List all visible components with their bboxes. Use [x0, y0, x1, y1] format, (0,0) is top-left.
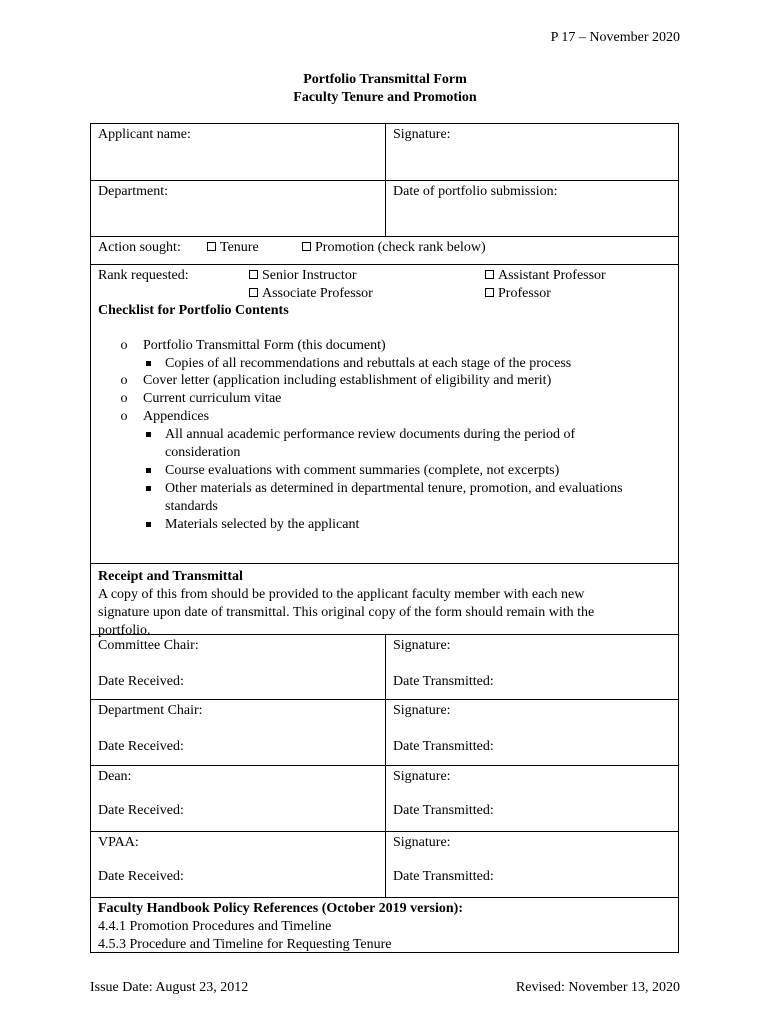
- revised-date: Revised: November 13, 2020: [515, 980, 680, 995]
- rank-senior-instructor[interactable]: [249, 267, 356, 285]
- reference-item: 4.5.3 Procedure and Timeline for Requesting Tenure: [98, 937, 392, 952]
- signature-label: Signature:: [393, 638, 451, 653]
- checklist-subitem: All annual academic performance review documents during the period of: [165, 427, 576, 442]
- associate-professor-label: Associate Professor: [262, 286, 373, 301]
- checklist-title: Checklist for Portfolio Contents: [98, 303, 289, 318]
- senior-instructor-checkbox[interactable]: [249, 270, 258, 279]
- checklist-section: [91, 302, 678, 564]
- associate-professor-checkbox[interactable]: [249, 288, 258, 297]
- issue-date: Issue Date: August 23, 2012: [90, 980, 249, 995]
- signoff-role-label: Department Chair:: [98, 703, 203, 718]
- department-row: [91, 181, 678, 237]
- signature-label: Signature:: [393, 703, 451, 718]
- rank-requested-label: Rank requested:: [98, 268, 189, 283]
- signoff-vpaa: [91, 832, 678, 898]
- circle-bullet-icon: o: [120, 409, 128, 424]
- signoff-right-cell[interactable]: [385, 766, 678, 831]
- checklist-subitem: Copies of all recommendations and rebuttals at each stage of the process: [165, 356, 572, 371]
- reference-item: 4.4.1 Promotion Procedures and Timeline: [98, 919, 332, 934]
- form-subtitle: Faculty Tenure and Promotion: [293, 90, 477, 105]
- receipt-text-line: signature upon date of transmittal. This original copy of the form should remain with the: [98, 605, 595, 620]
- receipt-title: Receipt and Transmittal: [98, 569, 243, 584]
- checklist-item: Portfolio Transmittal Form (this document): [143, 338, 386, 353]
- signoff-right-cell[interactable]: [385, 635, 678, 699]
- department-cell[interactable]: [91, 181, 385, 236]
- date-transmitted-label: Date Transmitted:: [393, 739, 494, 754]
- signoff-role-label: VPAA:: [98, 835, 139, 850]
- professor-checkbox[interactable]: [485, 288, 494, 297]
- rank-associate-professor[interactable]: [249, 285, 373, 303]
- circle-bullet-icon: o: [120, 391, 128, 406]
- signoff-right-cell[interactable]: [385, 700, 678, 765]
- references-section: [91, 898, 678, 952]
- signoff-left-cell[interactable]: [91, 832, 385, 897]
- department-label: Department:: [98, 184, 168, 199]
- receipt-section: [91, 564, 678, 638]
- square-bullet-icon: [146, 486, 151, 491]
- action-sought-row: [91, 237, 678, 265]
- signoff-dean: [91, 766, 678, 832]
- promotion-option-label: Promotion (check rank below): [315, 240, 486, 255]
- assistant-professor-label: Assistant Professor: [498, 268, 606, 283]
- circle-bullet-icon: o: [120, 338, 128, 353]
- form-title: Portfolio Transmittal Form: [303, 72, 467, 87]
- checklist-subitem-continued: standards: [165, 499, 218, 514]
- rank-professor[interactable]: [485, 285, 551, 303]
- signature-label: Signature:: [393, 769, 451, 784]
- applicant-name-cell[interactable]: [91, 124, 385, 180]
- action-sought-label: Action sought:: [98, 240, 181, 255]
- tenure-option[interactable]: [207, 239, 259, 257]
- checklist-item: Appendices: [143, 409, 210, 424]
- square-bullet-icon: [146, 361, 151, 366]
- applicant-row: [91, 124, 678, 181]
- square-bullet-icon: [146, 522, 151, 527]
- date-transmitted-label: Date Transmitted:: [393, 803, 494, 818]
- submission-date-cell[interactable]: [385, 181, 678, 236]
- date-received-label: Date Received:: [98, 739, 184, 754]
- references-title: Faculty Handbook Policy References (October 2019 version):: [98, 901, 463, 916]
- checklist-item: Cover letter (application including establishment of eligibility and merit): [143, 373, 552, 388]
- submission-date-label: Date of portfolio submission:: [393, 184, 558, 199]
- date-received-label: Date Received:: [98, 674, 184, 689]
- assistant-professor-checkbox[interactable]: [485, 270, 494, 279]
- checklist-item: Current curriculum vitae: [143, 391, 282, 406]
- tenure-checkbox[interactable]: [207, 242, 216, 251]
- professor-label: Professor: [498, 286, 551, 301]
- signoff-left-cell[interactable]: [91, 700, 385, 765]
- promotion-option[interactable]: [302, 239, 486, 257]
- rank-assistant-professor[interactable]: [485, 267, 606, 285]
- signoff-left-cell[interactable]: [91, 635, 385, 699]
- date-transmitted-label: Date Transmitted:: [393, 869, 494, 884]
- circle-bullet-icon: o: [120, 373, 128, 388]
- checklist-subitem-continued: consideration: [165, 445, 241, 460]
- signoff-department-chair: [91, 700, 678, 766]
- applicant-signature-cell[interactable]: [385, 124, 678, 180]
- applicant-signature-label: Signature:: [393, 127, 451, 142]
- checklist-subitem: Materials selected by the applicant: [165, 517, 360, 532]
- applicant-name-label: Applicant name:: [98, 127, 191, 142]
- checklist-subitem: Other materials as determined in departmental tenure, promotion, and evaluations: [165, 481, 623, 496]
- transmittal-form: [90, 123, 679, 953]
- tenure-option-label: Tenure: [220, 240, 259, 255]
- rank-requested-row: [91, 265, 678, 302]
- square-bullet-icon: [146, 432, 151, 437]
- square-bullet-icon: [146, 468, 151, 473]
- promotion-checkbox[interactable]: [302, 242, 311, 251]
- signoff-committee-chair: [91, 634, 678, 700]
- date-received-label: Date Received:: [98, 869, 184, 884]
- signoff-role-label: Dean:: [98, 769, 132, 784]
- signoff-role-label: Committee Chair:: [98, 638, 199, 653]
- signature-label: Signature:: [393, 835, 451, 850]
- receipt-text-line: A copy of this from should be provided to the applicant faculty member with each new: [98, 587, 585, 602]
- date-received-label: Date Received:: [98, 803, 184, 818]
- date-transmitted-label: Date Transmitted:: [393, 674, 494, 689]
- senior-instructor-label: Senior Instructor: [262, 268, 357, 283]
- checklist-subitem: Course evaluations with comment summaries (complete, not excerpts): [165, 463, 560, 478]
- signoff-left-cell[interactable]: [91, 766, 385, 831]
- receipt-text-line: portfolio.: [98, 623, 151, 638]
- document-reference: P 17 – November 2020: [550, 30, 680, 45]
- signoff-right-cell[interactable]: [385, 832, 678, 897]
